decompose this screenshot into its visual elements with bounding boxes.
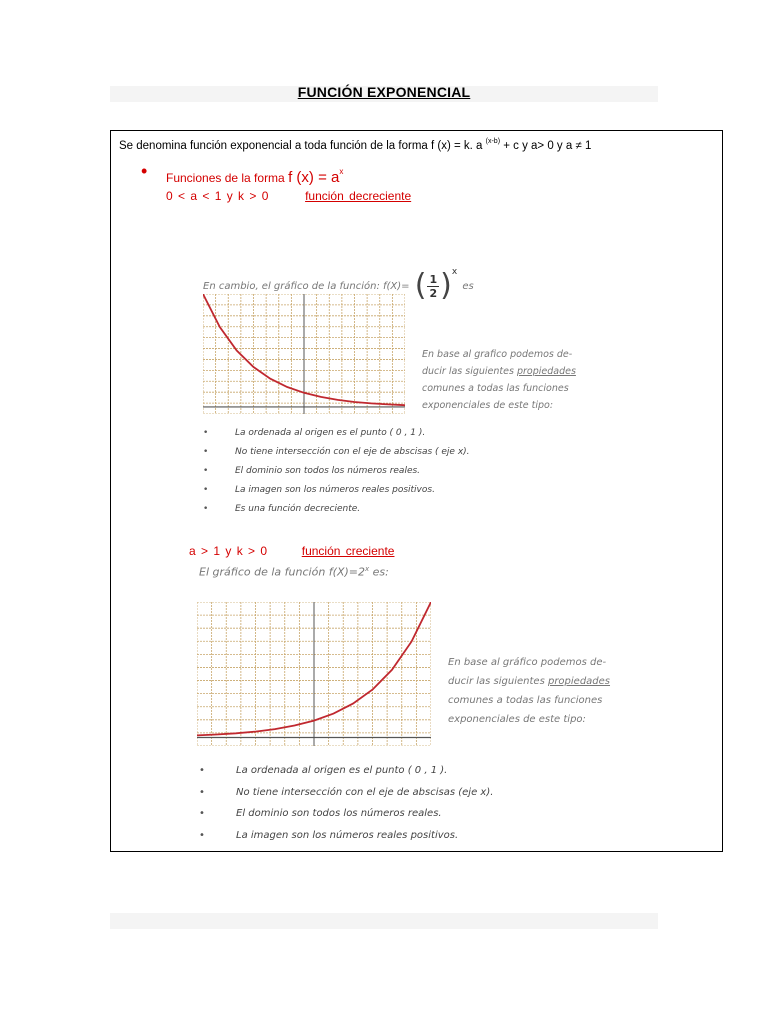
fraction-one-half: ( 1 2 ) x bbox=[414, 267, 458, 303]
chart-decreasing bbox=[203, 294, 405, 414]
definition-exponent: (x-b) bbox=[485, 138, 501, 145]
bullet-dot: • bbox=[141, 161, 148, 181]
list-item: • El dominio son todos los números reales. bbox=[203, 466, 470, 485]
page-title: FUNCIÓN EXPONENCIAL bbox=[297, 84, 471, 100]
section2-condition: a > 1 y k > 0 función creciente bbox=[189, 544, 395, 558]
list-item: • No tiene intersección con el eje de abscisas (eje x). bbox=[199, 787, 493, 809]
list-item: • La ordenada al origen es el punto ( 0 , 1 ). bbox=[199, 765, 493, 787]
section1-properties: En base al grafico podemos de-ducir las siguientes propiedades comunes a todas las funciones exponenciales de este tipo: bbox=[422, 349, 576, 411]
section2-list bbox=[199, 765, 493, 851]
properties-link: propiedades bbox=[516, 366, 576, 377]
footer-band bbox=[110, 913, 658, 929]
section1-intro: En cambio, el gráfico de la función: f(X)= ( 1 2 ) x es bbox=[203, 267, 474, 303]
heading-formula: f (x) = a bbox=[288, 169, 340, 186]
section2-label: función creciente bbox=[301, 544, 395, 558]
list-item: • El dominio son todos los números reales. bbox=[199, 808, 493, 830]
section2-properties: En base al gráfico podemos de-ducir las siguientes propiedades comunes a todas las funciones exponenciales de este tipo: bbox=[448, 657, 611, 725]
definition-line: Se denomina función exponencial a toda función de la forma f (x) = k. a $^{(x-b)}$ + c y a> 0 y a ≠ 1 bbox=[119, 138, 592, 152]
section1-label: función decreciente bbox=[305, 189, 412, 203]
section2-intro: El gráfico de la función $f(X)=2^x$ es: bbox=[199, 565, 389, 579]
section1-list bbox=[203, 428, 470, 523]
list-item: • La ordenada al origen es el punto ( 0 , 1 ). bbox=[203, 428, 470, 447]
list-item: • La imagen son los números reales positivos. bbox=[199, 830, 493, 852]
list-item: • La imagen son los números reales positivos. bbox=[203, 485, 470, 504]
content-box bbox=[110, 130, 723, 852]
list-item: • Es una función decreciente. bbox=[203, 504, 470, 523]
list-item: • No tiene intersección con el eje de abscisas ( eje x). bbox=[203, 447, 470, 466]
chart-increasing bbox=[197, 602, 431, 746]
heading-exponent: x bbox=[339, 167, 344, 176]
properties-link: propiedades bbox=[547, 676, 611, 687]
section1-condition: 0 < a < 1 y k > 0 función decreciente bbox=[166, 189, 412, 203]
section1-heading: Funciones de la forma f $(x) = a^x$ bbox=[166, 167, 344, 186]
